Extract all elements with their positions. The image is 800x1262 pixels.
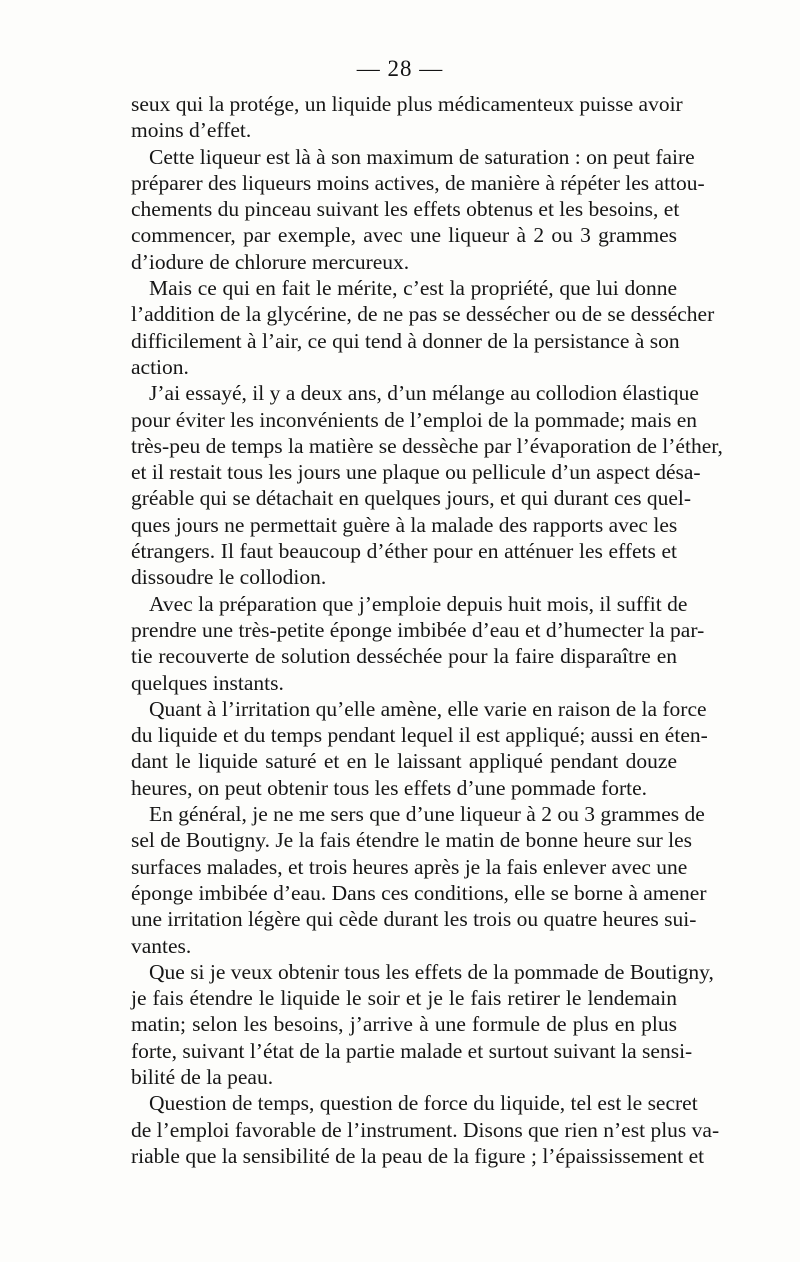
text-line: dissoudre le collodion. bbox=[131, 565, 327, 590]
text-line: commencer, par exemple, avec une liqueur à 2 ou 3 grammes bbox=[131, 223, 677, 248]
text-line: Mais ce qui en fait le mérite, c’est la propriété, que lui donne bbox=[149, 276, 677, 301]
text-line: seux qui la protége, un liquide plus médicamenteux puisse avoir bbox=[131, 92, 683, 116]
text-line: action. bbox=[131, 354, 189, 379]
text-line: gréable qui se détachait en quelques jours, et qui durant ces quel- bbox=[131, 486, 691, 511]
text-line: moins d’effet. bbox=[131, 118, 252, 143]
text-line: tie recouverte de solution desséchée pour la faire disparaître en bbox=[131, 644, 677, 669]
text-line: préparer des liqueurs moins actives, de manière à répéter les attou- bbox=[131, 170, 705, 195]
text-line: surfaces malades, et trois heures après je la fais enlever avec une bbox=[131, 854, 688, 879]
text-line: dant le liquide saturé et en le laissant appliqué pendant douze bbox=[131, 749, 677, 774]
text-line: du liquide et du temps pendant lequel il est appliqué; aussi en éten- bbox=[131, 723, 708, 748]
text-line: Quant à l’irritation qu’elle amène, elle varie en raison de la force bbox=[149, 696, 707, 721]
text-line: Que si je veux obtenir tous les effets de la pommade de Boutigny, bbox=[149, 959, 714, 984]
text-line: Avec la préparation que j’emploie depuis huit mois, il suffit de bbox=[149, 591, 688, 616]
text-line: étrangers. Il faut beaucoup d’éther pour en atténuer les effets et bbox=[131, 539, 677, 564]
text-line: très-peu de temps la matière se dessèche par l’évaporation de l’éther, bbox=[131, 433, 723, 458]
text-line: forte, suivant l’état de la partie malade et surtout suivant la sensi- bbox=[131, 1038, 693, 1063]
text-line: pour éviter les inconvénients de l’emploi de la pommade; mais en bbox=[131, 407, 698, 432]
text-line: Cette liqueur est là à son maximum de saturation : on peut faire bbox=[149, 144, 695, 169]
text-line: riable que la sensibilité de la peau de la figure ; l’épaississement et bbox=[131, 1143, 705, 1168]
text-line: d’iodure de chlorure mercureux. bbox=[131, 249, 410, 274]
text-line: je fais étendre le liquide le soir et je le fais retirer le lendemain bbox=[131, 986, 677, 1011]
text-line: Question de temps, question de force du liquide, tel est le secret bbox=[149, 1091, 698, 1116]
text-line: vantes. bbox=[131, 933, 192, 958]
text-line: sel de Boutigny. Je la fais étendre le matin de bonne heure sur les bbox=[131, 828, 693, 853]
text-line: quelques instants. bbox=[131, 670, 284, 695]
body-text bbox=[131, 91, 723, 1169]
text-line: éponge imbibée d’eau. Dans ces conditions, elle se borne à amener bbox=[131, 880, 707, 905]
text-line: bilité de la peau. bbox=[131, 1064, 274, 1089]
text-line: de l’emploi favorable de l’instrument. Disons que rien n’est plus va- bbox=[131, 1117, 720, 1142]
text-line: heures, on peut obtenir tous les effets d’une pommade forte. bbox=[131, 775, 648, 800]
text-line: et il restait tous les jours une plaque ou pellicule d’un aspect désa- bbox=[131, 460, 701, 485]
text-line: l’addition de la glycérine, de ne pas se dessécher ou de se dessécher bbox=[131, 302, 715, 327]
text-line: ques jours ne permettait guère à la malade des rapports avec les bbox=[131, 512, 678, 537]
text-line: matin; selon les besoins, j’arrive à une formule de plus en plus bbox=[131, 1012, 677, 1037]
text-line: En général, je ne me sers que d’une liqueur à 2 ou 3 grammes de bbox=[149, 802, 705, 827]
text-line: une irritation légère qui cède durant les trois ou quatre heures sui- bbox=[131, 907, 697, 932]
text-line: chements du pinceau suivant les effets obtenus et les besoins, et bbox=[131, 197, 680, 222]
page-number: — 28 — bbox=[356, 56, 444, 81]
text-line: prendre une très-petite éponge imbibée d’eau et d’humecter la par- bbox=[131, 617, 705, 642]
text-line: difficilement à l’air, ce qui tend à donner de la persistance à son bbox=[131, 328, 680, 353]
text-line: J’ai essayé, il y a deux ans, d’un mélange au collodion élastique bbox=[149, 381, 699, 406]
